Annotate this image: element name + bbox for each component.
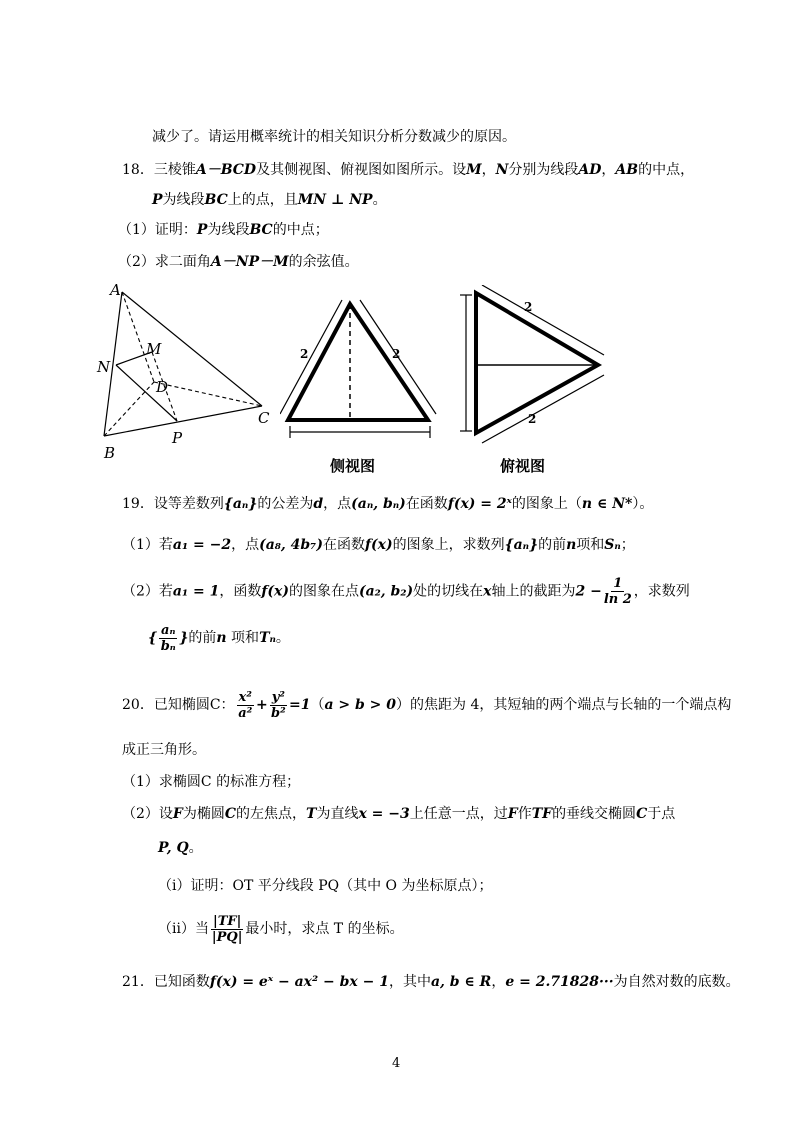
side-view-triangle [288,304,428,420]
math: M [466,162,482,178]
text: 成正三角形。 [122,742,206,758]
text: 为椭圆 [182,806,225,822]
text: ，其中 [388,974,431,990]
math: } [179,630,189,646]
text: 减少了。请运用概率统计的相关知识分析分数减少的原因。 [152,129,516,145]
text: （1）证明： [118,222,197,238]
math: TF [531,806,553,822]
text: 的图象上，求数列 [392,537,505,553]
text: 作 [517,806,532,822]
text: 项和 [576,537,605,553]
math: P [196,222,208,238]
dim-label: 2 [300,347,309,361]
math: (a₂, b₂) [358,583,414,600]
math: C [636,806,648,822]
label-b: B [104,444,116,462]
question-number: 19． [122,496,154,512]
edge-dc [154,382,262,406]
math: n [566,537,577,553]
dim-label: 2 [524,300,533,314]
label-p: P [172,429,183,447]
math: Sₙ [604,537,621,553]
math: x = −3 [358,806,410,822]
text: 的图象上（ [511,496,582,512]
text: 上的点，且 [227,192,298,208]
text: 。 [188,840,203,856]
question-18-line-2 [152,190,387,210]
text: 已知椭圆C： [153,697,235,713]
math: P, Q [158,840,189,856]
page-number: 4 [392,1056,401,1071]
text: 三棱锥 [153,162,196,178]
math: n [216,630,227,646]
math: Tₙ [259,630,276,646]
text: 。 [372,192,387,208]
text: 轴上的截距为 [491,583,576,600]
math: d [313,496,324,512]
dim-label: 2 [528,412,537,426]
math: {aₙ} [504,537,539,553]
fraction: $\frac{|TF|}{|PQ|}$ [211,913,243,945]
text: 的图象在点 [288,583,359,600]
question-20-sub-1 [122,772,300,792]
side-view-caption: 侧视图 [330,457,376,475]
text: 的垂线交椭圆 [552,806,637,822]
math: =1 [288,697,311,713]
text: 。 [275,630,290,646]
side-view-figure [280,290,445,440]
question-number: 18． [122,162,154,178]
math: BC [204,192,228,208]
math: N [495,162,509,178]
text: （ [310,697,325,713]
text: 上任意一点，过 [409,806,508,822]
top-view-dim-bottom [482,375,604,443]
math: A－BCD [195,162,257,178]
math: (aₙ, bₙ) [351,496,406,512]
text: 的余弦值。 [288,254,359,270]
text: 分别为线段 [508,162,579,178]
text: ， [491,974,506,990]
tetrahedron-figure [92,278,282,463]
math: a, b ∈ R [430,974,492,990]
text: ，函数 [219,583,262,600]
text: （2）若 [122,583,173,600]
label-m: M [146,340,162,358]
text: 设等差数列 [153,496,224,512]
math: f(x) [364,537,393,553]
side-view-dim-left [280,300,342,414]
question-21-line-1 [122,972,740,992]
label-a: A [110,281,121,299]
text: ）。 [632,496,654,512]
question-18-line-1 [122,160,694,180]
math: P [152,192,163,208]
top-view-dim-top [482,285,604,355]
math: C [224,806,237,822]
text: 处的切线在 [413,583,484,600]
text: 的中点； [272,222,329,238]
math: { [148,630,158,646]
text-line [152,127,516,147]
question-18-sub-1 [118,220,329,240]
text: （2）求二面角 [118,254,211,270]
text: ， [601,162,616,178]
math: 2 − [575,583,602,600]
edge-ac [122,292,262,406]
math: T [306,806,317,822]
math: f(x) = eˣ − ax² − bx − 1 [209,974,389,990]
text: 项和 [226,630,260,646]
math: f(x) [261,583,289,600]
question-20-line-1 [122,688,731,722]
text: （1）若 [122,537,173,553]
text: 在函数 [322,537,365,553]
text: （1）求椭圆C 的标准方程； [122,774,301,790]
fraction: $\frac{\text{y²}}{\text{b²}}$ [270,689,286,721]
text: 为线段 [207,222,250,238]
text: 已知函数 [153,974,210,990]
label-c: C [258,409,270,427]
math: A－NP－M [210,254,289,270]
text: ，求数列 [633,583,690,600]
text: ，点 [323,496,352,512]
fraction: $\frac{1}{\ln 2}$ [603,576,632,607]
question-number: 21． [122,974,154,990]
math: {aₙ} [223,496,258,512]
text: 的前 [188,630,217,646]
text: 的左焦点， [236,806,307,822]
question-20-line-2 [122,740,206,760]
fraction: $\frac{\text{x²}}{\text{a²}}$ [238,689,253,721]
question-18-sub-2 [118,252,359,272]
question-19-sub-1 [122,535,635,555]
text: （2）设 [122,806,173,822]
top-view-caption: 俯视图 [500,457,546,475]
text: 于点 [647,806,676,822]
math: BC [249,222,273,238]
math: n ∈ N* [581,496,633,512]
math: a₁ = −2 [172,537,232,553]
math: a > b > 0 [324,697,397,713]
text: ，点 [231,537,260,553]
math: AD [578,162,602,178]
label-d: D [156,378,169,396]
math: AB [615,162,639,178]
text: ； [620,537,635,553]
question-19-sub-2 [122,576,690,607]
math: F [507,806,518,822]
math: f(x) = 2ˣ [447,496,512,512]
question-19-sub-2-cont [148,622,290,654]
top-view-figure [458,285,608,445]
edge-bc [104,406,262,436]
math: a₁ = 1 [172,583,220,600]
question-20-sub-2-cont [158,838,203,858]
math: x [483,583,492,600]
text: 的中点， [638,162,695,178]
math: F [172,806,183,822]
text: 在函数 [405,496,448,512]
question-20-part-ii [158,912,404,946]
text: 的前 [538,537,567,553]
math: (a₈, 4b₇) [259,537,323,553]
text: 为线段 [162,192,205,208]
text: （ⅱ）当 [158,921,209,937]
text: 及其侧视图、俯视图如图所示。设 [256,162,467,178]
text: 为直线 [316,806,359,822]
math: e = 2.71828··· [505,974,614,990]
math: + [256,697,268,713]
question-20-part-i [158,876,492,896]
label-n: N [97,358,111,376]
fraction: $\frac{\text{aₙ}}{\text{bₙ}}$ [160,622,176,654]
text: 的公差为 [257,496,314,512]
question-number: 20． [122,697,154,713]
dim-label: 2 [392,347,401,361]
text: 为自然对数的底数。 [613,974,740,990]
text: ）的焦距为 4，其短轴的两个端点与长轴的一个端点构 [396,697,732,713]
math: MN ⊥ NP [297,192,373,208]
text: ， [481,162,496,178]
text: （ⅰ）证明：OT 平分线段 PQ（其中 O 为坐标原点）； [158,878,493,894]
question-19-line-1 [122,494,653,514]
text: 最小时，求点 T 的坐标。 [245,921,404,937]
question-20-sub-2 [122,804,675,824]
